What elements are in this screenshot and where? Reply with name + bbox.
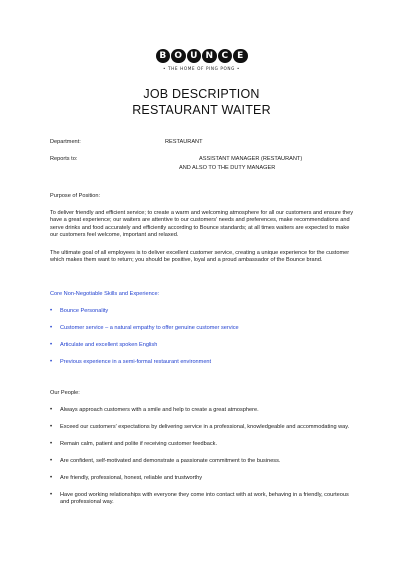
list-item: • Previous experience in a semi-formal restaurant environment [50, 359, 355, 366]
logo-letters [156, 49, 248, 64]
reports-to-label: Reports to: [50, 156, 78, 162]
our-people-heading: Our People: [50, 390, 80, 396]
list-item: • Have good working relationships with everyone they come into contact with at work, behaving in a friendly, courteous and professional way. [50, 492, 355, 507]
document-title [0, 86, 403, 118]
purpose-paragraph-1: To deliver friendly and efficient service; to create a warm and welcoming atmosphere for all our customers and ensure they have a great experience; our waiters are attentive to our customers' needs and preferences, make recommendations and serve drinks and food accurately and efficiently according to Bounce standards; at all times waiters are expected to make our customers feel welcome, important and relaxed. [50, 210, 354, 239]
purpose-paragraph-2: The ultimate goal of all employees is to deliver excellent customer service, creating a unique experience for the customer which makes them want to return; you should be positive, loyal and a proud ambassador of the Bounce brand. [50, 250, 350, 264]
list-item: • Exceed our customers' expectations by delivering service in a professional, knowledgeable and accommodating way. [50, 424, 355, 431]
bounce-logo [0, 45, 403, 71]
list-item: • Are confident, self-motivated and demonstrate a passionate commitment to the business. [50, 458, 355, 465]
department-label: Department: [50, 139, 81, 145]
logo-letter: E [233, 49, 248, 64]
list-item: • Always approach customers with a smile and help to create a great atmosphere. [50, 407, 355, 414]
our-people-list [50, 407, 355, 506]
logo-letter: O [171, 49, 186, 64]
department-value: RESTAURANT [165, 139, 203, 145]
logo-tagline: • THE HOME OF PING PONG • [162, 66, 241, 72]
title-line-1: JOB DESCRIPTION [143, 87, 260, 101]
logo-letter: U [187, 49, 202, 64]
reports-to-value-2: AND ALSO TO THE DUTY MANAGER [179, 165, 276, 171]
core-skills-heading: Core Non-Negotiable Skills and Experience: [50, 291, 160, 297]
list-item: • Articulate and excellent spoken English [50, 342, 355, 349]
list-item: • Remain calm, patient and polite if receiving customer feedback. [50, 441, 355, 448]
logo-letter: C [218, 49, 233, 64]
core-skills-list [50, 308, 355, 366]
reports-to-value-1: ASSISTANT MANAGER (RESTAURANT) [199, 156, 303, 162]
list-item: • Bounce Personality [50, 308, 355, 315]
logo-letter: N [202, 49, 217, 64]
list-item: • Customer service – a natural empathy to offer genuine customer service [50, 325, 355, 332]
title-line-2: RESTAURANT WAITER [132, 103, 271, 117]
purpose-heading: Purpose of Position: [50, 193, 101, 199]
logo-letter: B [156, 49, 171, 64]
list-item: • Are friendly, professional, honest, reliable and trustworthy [50, 475, 355, 482]
